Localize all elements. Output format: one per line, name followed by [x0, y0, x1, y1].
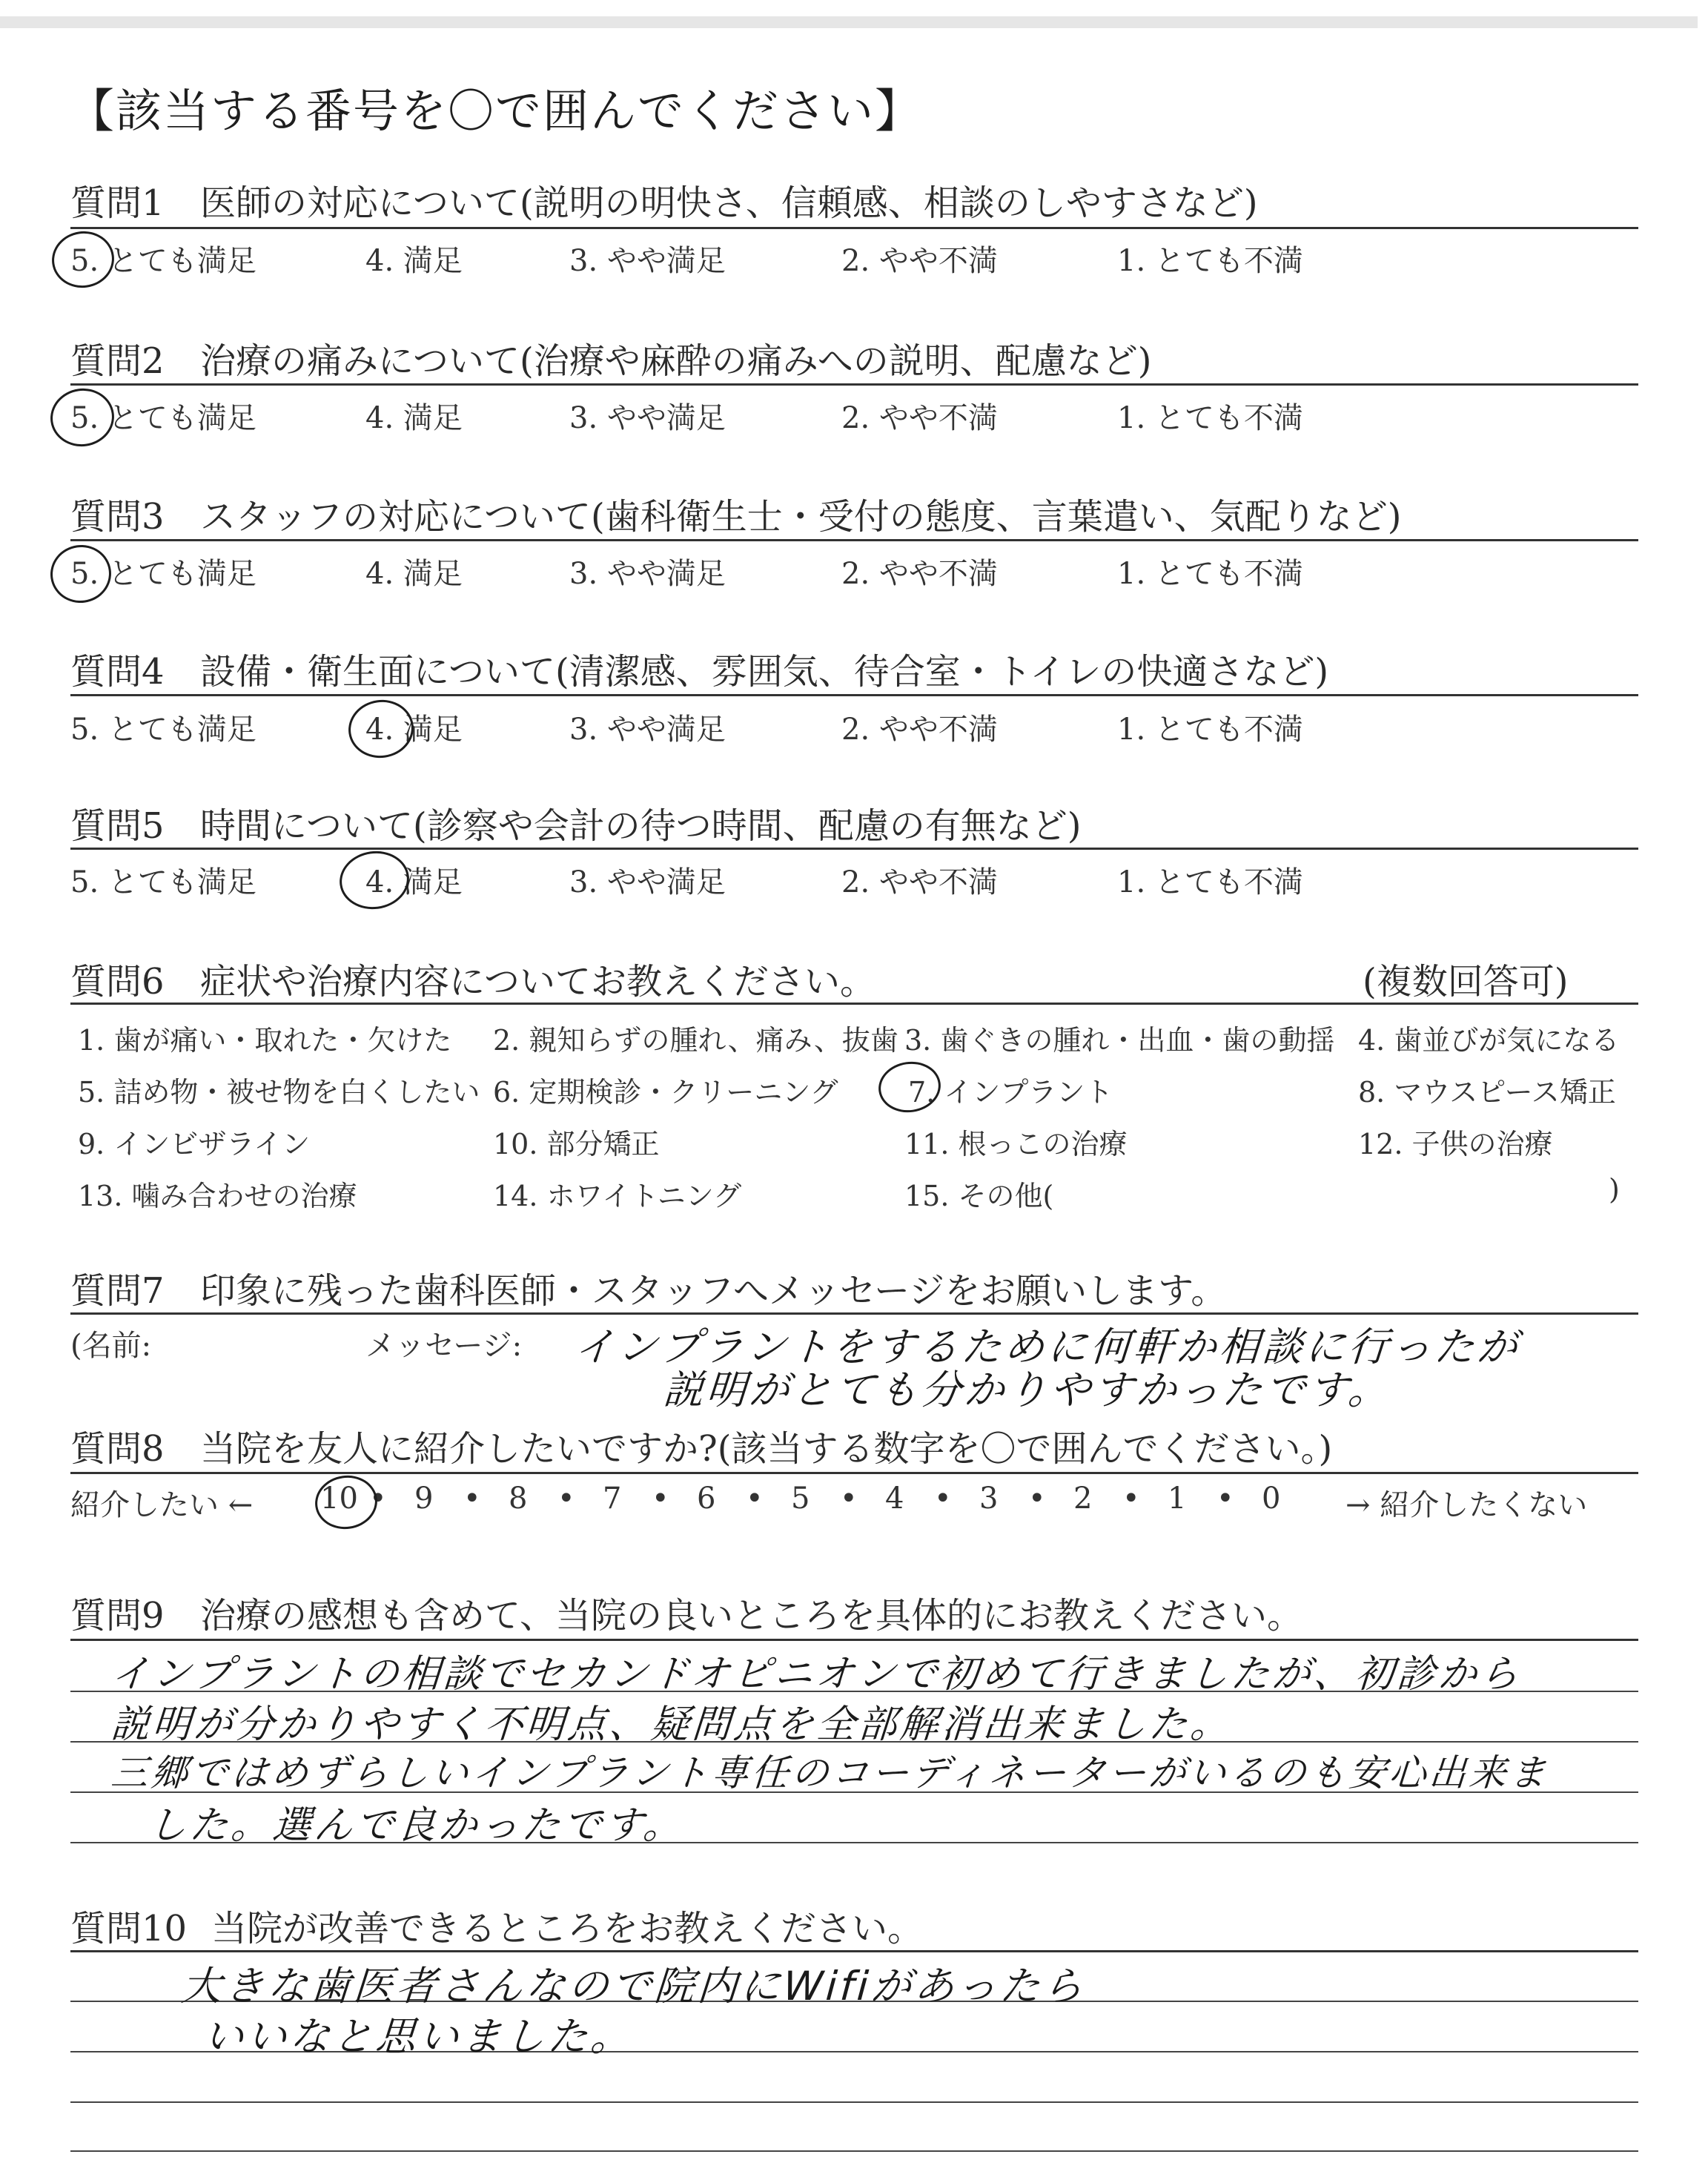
q3-option-2[interactable]: 2. やや不満 — [841, 557, 998, 591]
question-title: 設備・衛生面について(清潔感、雰囲気、待合室・トイレの快適さなど) — [200, 651, 1329, 693]
handwritten-answer-line: 大きな歯医者さんなので院内にWifiがあったら — [179, 1963, 1088, 2009]
q6-item-6[interactable]: 6. 定期検診・クリーニング — [493, 1076, 838, 1109]
scale-separator-dot: • — [1028, 1482, 1046, 1516]
handwritten-answer-line: 三郷ではめずらしいインプラント専任のコーディネーターがいるのも安心出来ま — [109, 1751, 1551, 1794]
message-label: メッセージ: — [365, 1329, 523, 1363]
question-number: 質問2 — [70, 340, 165, 382]
q4-option-1[interactable]: 1. とても不満 — [1117, 713, 1303, 747]
scale-separator-dot: • — [1122, 1482, 1140, 1516]
scale-value-2[interactable]: 2 — [1073, 1482, 1093, 1516]
q6-item-11[interactable]: 11. 根っこの治療 — [904, 1128, 1128, 1160]
question-10 — [70, 1900, 923, 1951]
question-title: 治療の痛みについて(治療や麻酔の痛みへの説明、配慮など) — [200, 340, 1152, 382]
scale-separator-dot: • — [652, 1482, 669, 1516]
q4-option-4[interactable]: 4. 満足 — [365, 713, 463, 747]
divider — [70, 1950, 1638, 1952]
q3-option-1[interactable]: 1. とても不満 — [1117, 557, 1303, 591]
scale-separator-dot: • — [840, 1482, 858, 1516]
writing-line — [70, 2101, 1638, 2103]
handwritten-answer-line: いいなと思いました。 — [202, 2013, 635, 2060]
multiple-answer-note: (複数回答可) — [1363, 961, 1569, 1003]
q6-item-2[interactable]: 2. 親知らずの腫れ、痛み、抜歯 — [493, 1024, 898, 1057]
form-header: 【該当する番号を〇で囲んでください】 — [68, 84, 923, 138]
q6-item-14[interactable]: 14. ホワイトニング — [493, 1180, 742, 1212]
q6-item-13[interactable]: 13. 噛み合わせの治療 — [78, 1180, 357, 1212]
q1-option-2[interactable]: 2. やや不満 — [841, 244, 998, 278]
q6-item-15[interactable]: 15. その他( — [904, 1180, 1054, 1212]
question-title: 治療の感想も含めて、当院の良いところを具体的にお教えください。 — [200, 1595, 1303, 1636]
q6-item-8[interactable]: 8. マウスピース矯正 — [1358, 1076, 1616, 1109]
q6-item-10[interactable]: 10. 部分矯正 — [493, 1128, 660, 1160]
q5-option-5[interactable]: 5. とても満足 — [70, 865, 256, 899]
q2-option-4[interactable]: 4. 満足 — [365, 401, 463, 435]
scale-value-9[interactable]: 9 — [414, 1482, 434, 1516]
divider — [70, 1472, 1638, 1474]
q6-item-1[interactable]: 1. 歯が痛い・取れた・欠けた — [78, 1024, 452, 1057]
question-title: 当院を友人に紹介したいですか?(該当する数字を〇で囲んでください。) — [200, 1428, 1333, 1470]
question-5 — [70, 797, 1082, 848]
q6-item-5[interactable]: 5. 詰め物・被せ物を白くしたい — [78, 1076, 480, 1109]
scale-separator-dot: • — [463, 1482, 481, 1516]
divider — [70, 848, 1638, 850]
q4-option-5[interactable]: 5. とても満足 — [70, 713, 256, 747]
question-2 — [70, 332, 1152, 383]
scale-separator-dot: • — [557, 1482, 575, 1516]
q6-item-9[interactable]: 9. インビザライン — [78, 1128, 311, 1160]
q1-option-5[interactable]: 5. とても満足 — [70, 244, 256, 278]
scale-value-10[interactable]: 10 — [320, 1482, 358, 1516]
handwritten-message-line: 説明がとても分かりやすかったです。 — [661, 1367, 1393, 1413]
question-9 — [70, 1587, 1302, 1638]
divider — [70, 227, 1638, 229]
divider — [70, 694, 1638, 696]
question-title: 時間について(診察や会計の待つ時間、配慮の有無など) — [200, 805, 1082, 847]
question-6 — [70, 953, 875, 1004]
q1-option-4[interactable]: 4. 満足 — [365, 244, 463, 278]
question-title: 症状や治療内容についてお教えください。 — [200, 961, 876, 1003]
question-number: 質問8 — [70, 1428, 165, 1470]
q6-item-15-close: ) — [1609, 1173, 1620, 1206]
q5-option-1[interactable]: 1. とても不満 — [1117, 865, 1303, 899]
q2-option-3[interactable]: 3. やや満足 — [569, 401, 726, 435]
selection-circle — [311, 1472, 380, 1533]
q2-option-5[interactable]: 5. とても満足 — [70, 401, 256, 435]
scale-separator-dot: • — [369, 1482, 387, 1516]
q6-item-12[interactable]: 12. 子供の治療 — [1358, 1128, 1553, 1160]
recommend-right-label: → 紹介したくない — [1345, 1488, 1588, 1522]
scale-value-7[interactable]: 7 — [603, 1482, 622, 1516]
divider — [70, 383, 1638, 386]
q5-option-2[interactable]: 2. やや不満 — [841, 865, 998, 899]
question-number: 質問6 — [70, 961, 165, 1003]
q1-option-1[interactable]: 1. とても不満 — [1117, 244, 1303, 278]
q2-option-1[interactable]: 1. とても不満 — [1117, 401, 1303, 435]
recommend-left-label: 紹介したい ← — [70, 1488, 254, 1522]
question-number: 質問9 — [70, 1595, 165, 1636]
q5-option-4[interactable]: 4. 満足 — [365, 865, 463, 899]
scale-value-4[interactable]: 4 — [885, 1482, 904, 1516]
scale-value-1[interactable]: 1 — [1168, 1482, 1187, 1516]
divider — [70, 1312, 1638, 1315]
q6-item-3[interactable]: 3. 歯ぐきの腫れ・出血・歯の動揺 — [904, 1024, 1335, 1057]
q4-option-2[interactable]: 2. やや不満 — [841, 713, 998, 747]
handwritten-message-line: インプラントをするために何軒か相談に行ったが — [572, 1324, 1522, 1370]
divider — [70, 539, 1638, 541]
scale-value-6[interactable]: 6 — [697, 1482, 716, 1516]
question-number: 質問5 — [70, 805, 165, 847]
scale-separator-dot: • — [934, 1482, 952, 1516]
question-7 — [70, 1262, 1226, 1313]
q5-option-3[interactable]: 3. やや満足 — [569, 865, 726, 899]
question-number: 質問4 — [70, 651, 165, 693]
q4-option-3[interactable]: 3. やや満足 — [569, 713, 726, 747]
question-title: スタッフの対応について(歯科衛生士・受付の態度、言葉遣い、気配りなど) — [200, 496, 1402, 538]
question-title: 印象に残った歯科医師・スタッフへメッセージをお願いします。 — [200, 1270, 1227, 1312]
handwritten-answer-line: した。選んで良かったです。 — [146, 1803, 686, 1848]
scale-value-8[interactable]: 8 — [509, 1482, 528, 1516]
question-number: 質問1 — [70, 182, 165, 224]
question-number: 質問3 — [70, 496, 165, 538]
question-4 — [70, 643, 1328, 694]
question-1 — [70, 174, 1258, 225]
q3-option-5[interactable]: 5. とても満足 — [70, 557, 256, 591]
writing-line — [70, 2150, 1638, 2152]
q6-item-4[interactable]: 4. 歯並びが気になる — [1358, 1024, 1620, 1057]
recommend-scale — [320, 1482, 1317, 1522]
q6-item-7[interactable]: 7. インプラント — [908, 1076, 1113, 1109]
question-3 — [70, 488, 1402, 539]
scale-value-3[interactable]: 3 — [979, 1482, 999, 1516]
question-number: 質問10 — [70, 1908, 188, 1949]
divider — [70, 1003, 1638, 1005]
question-number: 質問7 — [70, 1270, 165, 1312]
scan-top-edge — [0, 16, 1698, 28]
scale-value-5[interactable]: 5 — [791, 1482, 810, 1516]
selection-circle — [336, 847, 413, 914]
q3-option-4[interactable]: 4. 満足 — [365, 557, 463, 591]
scale-separator-dot: • — [746, 1482, 764, 1516]
question-8 — [70, 1420, 1332, 1471]
scale-separator-dot: • — [1217, 1482, 1234, 1516]
question-title: 当院が改善できるところをお教えください。 — [211, 1908, 924, 1949]
q1-option-3[interactable]: 3. やや満足 — [569, 244, 726, 278]
handwritten-answer-line: 説明が分かりやすく不明点、疑問点を全部解消出来ました。 — [109, 1702, 1234, 1747]
scale-value-0[interactable]: 0 — [1262, 1482, 1281, 1516]
question-title: 医師の対応について(説明の明快さ、信頼感、相談のしやすさなど) — [200, 182, 1258, 224]
divider — [70, 1639, 1638, 1641]
handwritten-answer-line: インプラントの相談でセカンドオピニオンで初めて行きましたが、初診から — [109, 1652, 1523, 1697]
q3-option-3[interactable]: 3. やや満足 — [569, 557, 726, 591]
name-label: (名前: — [70, 1329, 152, 1363]
q2-option-2[interactable]: 2. やや不満 — [841, 401, 998, 435]
